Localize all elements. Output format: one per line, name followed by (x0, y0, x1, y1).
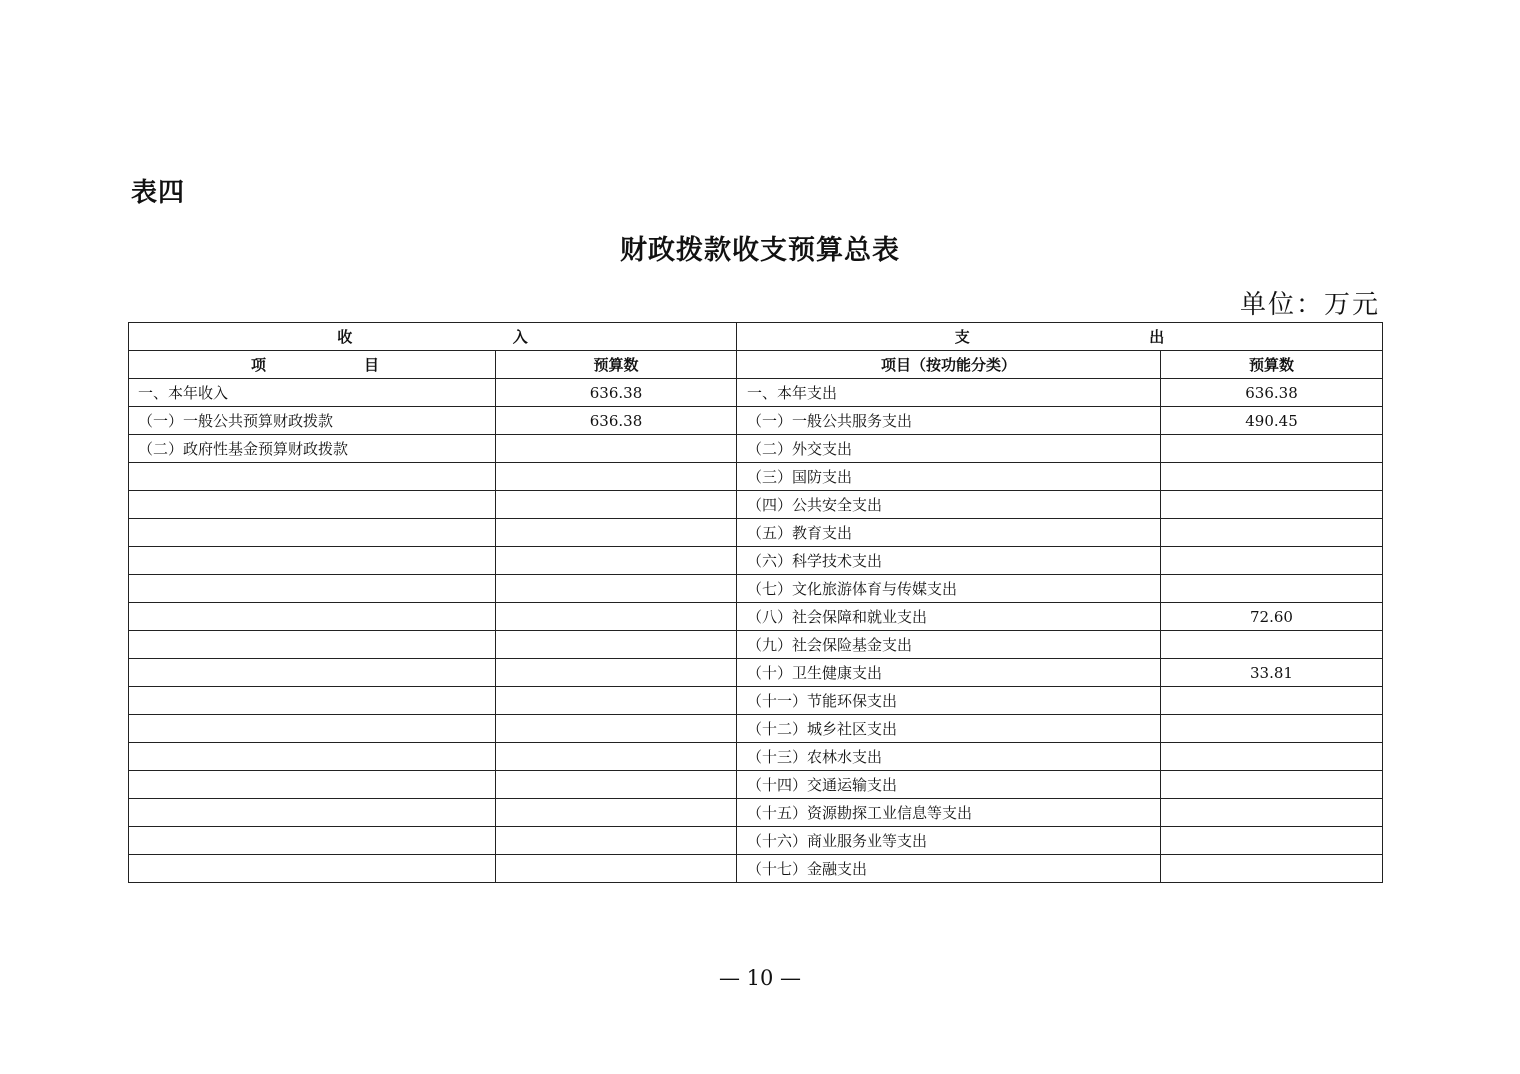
table-row (129, 519, 1383, 547)
table-row (129, 603, 1383, 631)
income-item-cell (129, 855, 496, 883)
income-item-column-header (129, 351, 496, 379)
income-item-cell (129, 547, 496, 575)
income-amount-cell: 636.38 (496, 379, 737, 407)
expense-header-char: 支 (954, 328, 970, 346)
table-row (129, 491, 1383, 519)
expense-amount-cell (1161, 547, 1383, 575)
table-row (129, 547, 1383, 575)
table-row (129, 407, 1383, 435)
expense-item-cell: （九）社会保险基金支出 (737, 631, 1161, 659)
table-row (129, 463, 1383, 491)
income-item-cell (129, 687, 496, 715)
header-row-section (129, 323, 1383, 351)
income-amount-cell (496, 463, 737, 491)
income-item-cell (129, 659, 496, 687)
expense-amount-cell (1161, 435, 1383, 463)
income-amount-cell (496, 547, 737, 575)
income-item-header-char: 目 (363, 356, 379, 374)
table-row (129, 743, 1383, 771)
table-row (129, 659, 1383, 687)
income-item-cell (129, 827, 496, 855)
expense-item-cell: （十三）农林水支出 (737, 743, 1161, 771)
expense-amount-cell (1161, 771, 1383, 799)
expense-item-column-header: 项目（按功能分类） (737, 351, 1161, 379)
expense-item-cell: （一）一般公共服务支出 (737, 407, 1161, 435)
income-item-header-char: 项 (251, 356, 267, 374)
income-amount-cell (496, 827, 737, 855)
expense-section-header (737, 323, 1383, 351)
income-item-cell (129, 519, 496, 547)
expense-item-cell: （十七）金融支出 (737, 855, 1161, 883)
income-item-cell (129, 799, 496, 827)
budget-summary-table (128, 322, 1383, 883)
income-item-cell: 一、本年收入 (129, 379, 496, 407)
expense-amount-cell (1161, 687, 1383, 715)
table-row (129, 379, 1383, 407)
header-row-columns (129, 351, 1383, 379)
income-item-cell (129, 771, 496, 799)
income-item-cell (129, 463, 496, 491)
expense-amount-cell (1161, 855, 1383, 883)
expense-item-cell: （十一）节能环保支出 (737, 687, 1161, 715)
expense-item-cell: （十六）商业服务业等支出 (737, 827, 1161, 855)
income-amount-cell (496, 491, 737, 519)
income-section-header (129, 323, 737, 351)
expense-item-cell: （十）卫生健康支出 (737, 659, 1161, 687)
income-item-cell: （二）政府性基金预算财政拨款 (129, 435, 496, 463)
table-row (129, 631, 1383, 659)
table-row (129, 799, 1383, 827)
expense-amount-cell (1161, 519, 1383, 547)
table-label: 表四 (131, 178, 186, 208)
income-amount-cell (496, 435, 737, 463)
document-title: 财政拨款收支预算总表 (620, 235, 900, 266)
table-row (129, 855, 1383, 883)
expense-amount-cell (1161, 491, 1383, 519)
expense-header-char: 出 (1149, 328, 1165, 346)
table-body (129, 379, 1383, 883)
unit-label: 单位：万元 (1239, 290, 1380, 320)
income-amount-cell (496, 771, 737, 799)
table-row (129, 575, 1383, 603)
income-amount-cell (496, 799, 737, 827)
income-header-char: 收 (337, 328, 353, 346)
expense-amount-cell (1161, 743, 1383, 771)
income-item-cell (129, 743, 496, 771)
expense-amount-cell (1161, 463, 1383, 491)
expense-item-cell: 一、本年支出 (737, 379, 1161, 407)
income-amount-cell (496, 603, 737, 631)
expense-item-cell: （十五）资源勘探工业信息等支出 (737, 799, 1161, 827)
income-item-cell (129, 491, 496, 519)
table-row (129, 771, 1383, 799)
expense-budget-column-header: 预算数 (1161, 351, 1383, 379)
expense-amount-cell: 72.60 (1161, 603, 1383, 631)
expense-amount-cell: 636.38 (1161, 379, 1383, 407)
income-amount-cell (496, 715, 737, 743)
income-amount-cell (496, 575, 737, 603)
income-amount-cell (496, 519, 737, 547)
income-item-cell (129, 631, 496, 659)
income-amount-cell (496, 855, 737, 883)
income-item-cell (129, 575, 496, 603)
income-item-cell (129, 715, 496, 743)
income-amount-cell (496, 743, 737, 771)
income-item-cell (129, 603, 496, 631)
expense-amount-cell: 33.81 (1161, 659, 1383, 687)
income-item-cell: （一）一般公共预算财政拨款 (129, 407, 496, 435)
expense-item-cell: （四）公共安全支出 (737, 491, 1161, 519)
income-amount-cell (496, 659, 737, 687)
income-amount-cell (496, 687, 737, 715)
expense-item-cell: （三）国防支出 (737, 463, 1161, 491)
expense-item-cell: （二）外交支出 (737, 435, 1161, 463)
income-amount-cell (496, 631, 737, 659)
income-budget-column-header: 预算数 (496, 351, 737, 379)
income-amount-cell: 636.38 (496, 407, 737, 435)
income-header-char: 入 (512, 328, 528, 346)
table-row (129, 435, 1383, 463)
expense-item-cell: （五）教育支出 (737, 519, 1161, 547)
expense-amount-cell: 490.45 (1161, 407, 1383, 435)
expense-item-cell: （六）科学技术支出 (737, 547, 1161, 575)
table-row (129, 687, 1383, 715)
expense-item-cell: （十四）交通运输支出 (737, 771, 1161, 799)
expense-item-cell: （十二）城乡社区支出 (737, 715, 1161, 743)
table-row (129, 715, 1383, 743)
page-number: — 10 — (718, 966, 802, 990)
expense-amount-cell (1161, 575, 1383, 603)
expense-amount-cell (1161, 799, 1383, 827)
expense-item-cell: （八）社会保障和就业支出 (737, 603, 1161, 631)
expense-item-cell: （七）文化旅游体育与传媒支出 (737, 575, 1161, 603)
table-row (129, 827, 1383, 855)
expense-amount-cell (1161, 827, 1383, 855)
expense-amount-cell (1161, 715, 1383, 743)
expense-amount-cell (1161, 631, 1383, 659)
